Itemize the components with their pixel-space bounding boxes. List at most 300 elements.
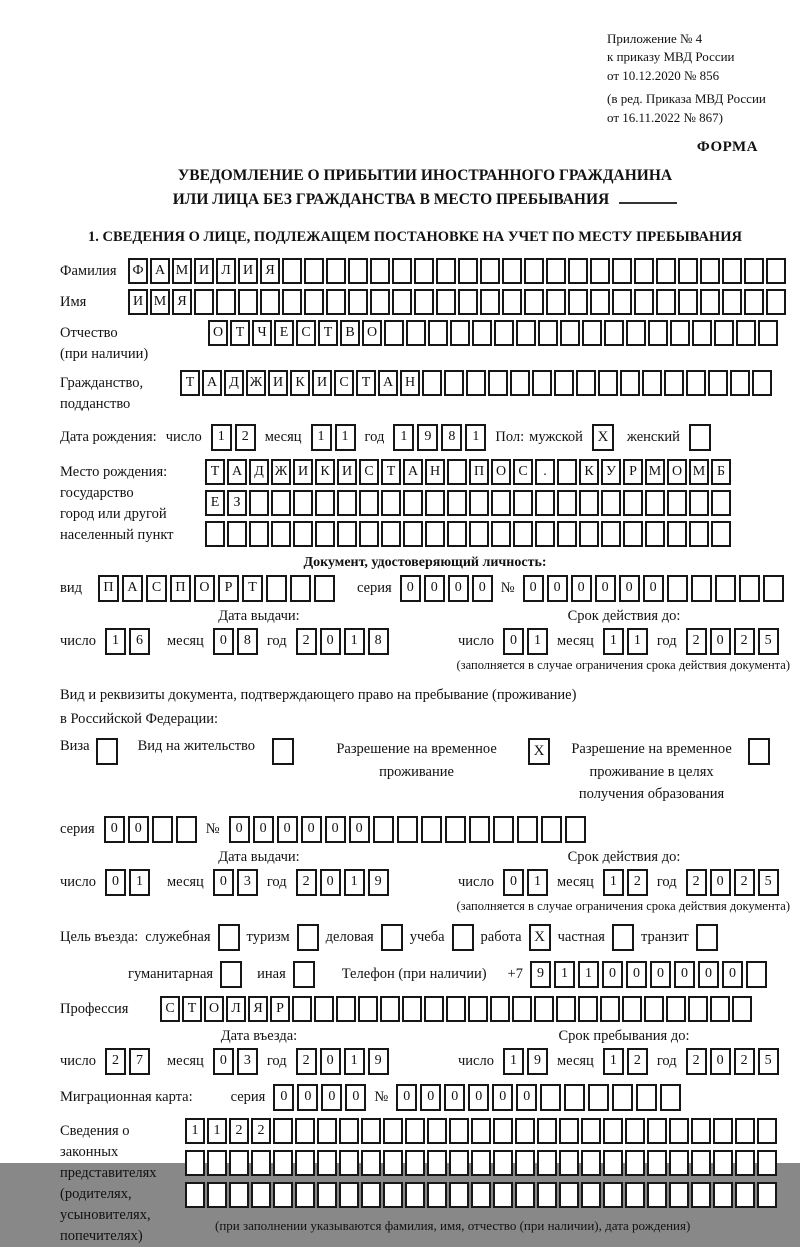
char-cell[interactable]: К bbox=[290, 370, 310, 396]
char-cell[interactable]: 7 bbox=[129, 1048, 150, 1075]
char-cell[interactable]: 8 bbox=[237, 628, 258, 655]
char-cell[interactable]: 0 bbox=[643, 575, 664, 602]
char-cell[interactable] bbox=[249, 490, 269, 516]
char-cell[interactable] bbox=[711, 521, 731, 547]
purpose-humanitarian-checkbox[interactable] bbox=[220, 961, 242, 988]
char-cell[interactable] bbox=[466, 370, 486, 396]
char-cell[interactable] bbox=[447, 521, 467, 547]
char-cell[interactable]: 2 bbox=[296, 1048, 317, 1075]
char-cell[interactable]: П bbox=[98, 575, 119, 602]
char-cell[interactable] bbox=[601, 490, 621, 516]
char-cell[interactable] bbox=[620, 370, 640, 396]
char-cell[interactable]: Я bbox=[260, 258, 280, 284]
char-cell[interactable]: 1 bbox=[554, 961, 575, 988]
char-cell[interactable] bbox=[339, 1150, 359, 1176]
char-cell[interactable]: И bbox=[194, 258, 214, 284]
char-cell[interactable] bbox=[559, 1182, 579, 1208]
char-cell[interactable] bbox=[251, 1182, 271, 1208]
char-cell[interactable] bbox=[524, 258, 544, 284]
char-cell[interactable] bbox=[427, 1182, 447, 1208]
char-cell[interactable] bbox=[581, 1118, 601, 1144]
char-cell[interactable] bbox=[185, 1150, 205, 1176]
char-cell[interactable] bbox=[339, 1118, 359, 1144]
char-cell[interactable]: 1 bbox=[527, 628, 548, 655]
char-cell[interactable] bbox=[642, 370, 662, 396]
char-cell[interactable] bbox=[744, 289, 764, 315]
char-cell[interactable] bbox=[645, 490, 665, 516]
char-cell[interactable] bbox=[708, 370, 728, 396]
char-cell[interactable] bbox=[664, 370, 684, 396]
char-cell[interactable] bbox=[516, 320, 536, 346]
char-cell[interactable]: И bbox=[238, 258, 258, 284]
char-cell[interactable] bbox=[436, 289, 456, 315]
char-cell[interactable] bbox=[540, 1084, 561, 1111]
char-cell[interactable] bbox=[373, 816, 394, 843]
char-cell[interactable] bbox=[600, 996, 620, 1022]
char-cell[interactable]: 0 bbox=[698, 961, 719, 988]
char-cell[interactable] bbox=[317, 1182, 337, 1208]
char-cell[interactable]: Я bbox=[172, 289, 192, 315]
char-cell[interactable]: М bbox=[645, 459, 665, 485]
char-cell[interactable]: Т bbox=[230, 320, 250, 346]
char-cell[interactable]: 1 bbox=[503, 1048, 524, 1075]
char-cell[interactable] bbox=[414, 258, 434, 284]
char-cell[interactable]: А bbox=[378, 370, 398, 396]
char-cell[interactable] bbox=[598, 370, 618, 396]
char-cell[interactable]: 1 bbox=[603, 628, 624, 655]
char-cell[interactable] bbox=[546, 289, 566, 315]
char-cell[interactable]: О bbox=[204, 996, 224, 1022]
char-cell[interactable] bbox=[266, 575, 287, 602]
char-cell[interactable] bbox=[656, 289, 676, 315]
char-cell[interactable] bbox=[766, 289, 786, 315]
purpose-other-checkbox[interactable] bbox=[293, 961, 315, 988]
char-cell[interactable] bbox=[546, 258, 566, 284]
char-cell[interactable] bbox=[535, 521, 555, 547]
char-cell[interactable]: Л bbox=[226, 996, 246, 1022]
char-cell[interactable] bbox=[713, 1150, 733, 1176]
char-cell[interactable] bbox=[337, 521, 357, 547]
char-cell[interactable]: Р bbox=[218, 575, 239, 602]
char-cell[interactable] bbox=[590, 289, 610, 315]
char-cell[interactable] bbox=[636, 1084, 657, 1111]
char-cell[interactable] bbox=[714, 320, 734, 346]
char-cell[interactable] bbox=[603, 1118, 623, 1144]
char-cell[interactable] bbox=[273, 1150, 293, 1176]
char-cell[interactable] bbox=[660, 1084, 681, 1111]
char-cell[interactable] bbox=[480, 289, 500, 315]
char-cell[interactable] bbox=[490, 996, 510, 1022]
char-cell[interactable] bbox=[691, 1118, 711, 1144]
char-cell[interactable]: 0 bbox=[301, 816, 322, 843]
char-cell[interactable] bbox=[427, 1118, 447, 1144]
char-cell[interactable] bbox=[691, 1150, 711, 1176]
char-cell[interactable]: 0 bbox=[472, 575, 493, 602]
char-cell[interactable]: 1 bbox=[344, 1048, 365, 1075]
char-cell[interactable] bbox=[625, 1118, 645, 1144]
char-cell[interactable] bbox=[713, 1118, 733, 1144]
char-cell[interactable] bbox=[622, 996, 642, 1022]
char-cell[interactable] bbox=[744, 258, 764, 284]
char-cell[interactable]: 0 bbox=[722, 961, 743, 988]
char-cell[interactable]: З bbox=[227, 490, 247, 516]
char-cell[interactable] bbox=[358, 996, 378, 1022]
char-cell[interactable] bbox=[402, 996, 422, 1022]
char-cell[interactable] bbox=[590, 258, 610, 284]
char-cell[interactable]: 9 bbox=[417, 424, 438, 451]
char-cell[interactable] bbox=[403, 490, 423, 516]
char-cell[interactable] bbox=[700, 289, 720, 315]
char-cell[interactable] bbox=[541, 816, 562, 843]
char-cell[interactable] bbox=[271, 521, 291, 547]
char-cell[interactable]: 0 bbox=[325, 816, 346, 843]
purpose-official-checkbox[interactable] bbox=[218, 924, 240, 951]
char-cell[interactable] bbox=[422, 370, 442, 396]
char-cell[interactable] bbox=[691, 1182, 711, 1208]
char-cell[interactable] bbox=[515, 1118, 535, 1144]
char-cell[interactable]: 2 bbox=[686, 869, 707, 896]
char-cell[interactable] bbox=[644, 996, 664, 1022]
char-cell[interactable] bbox=[715, 575, 736, 602]
char-cell[interactable] bbox=[763, 575, 784, 602]
char-cell[interactable]: 0 bbox=[229, 816, 250, 843]
char-cell[interactable]: М bbox=[150, 289, 170, 315]
char-cell[interactable]: 0 bbox=[444, 1084, 465, 1111]
char-cell[interactable] bbox=[469, 490, 489, 516]
char-cell[interactable] bbox=[493, 1150, 513, 1176]
char-cell[interactable]: 8 bbox=[441, 424, 462, 451]
char-cell[interactable]: 3 bbox=[237, 1048, 258, 1075]
char-cell[interactable] bbox=[623, 521, 643, 547]
char-cell[interactable] bbox=[557, 521, 577, 547]
char-cell[interactable] bbox=[537, 1182, 557, 1208]
char-cell[interactable] bbox=[314, 575, 335, 602]
char-cell[interactable] bbox=[444, 370, 464, 396]
char-cell[interactable] bbox=[282, 289, 302, 315]
char-cell[interactable]: 0 bbox=[468, 1084, 489, 1111]
char-cell[interactable]: Т bbox=[182, 996, 202, 1022]
char-cell[interactable] bbox=[406, 320, 426, 346]
char-cell[interactable]: И bbox=[128, 289, 148, 315]
char-cell[interactable]: О bbox=[194, 575, 215, 602]
char-cell[interactable] bbox=[578, 996, 598, 1022]
char-cell[interactable] bbox=[648, 320, 668, 346]
char-cell[interactable] bbox=[757, 1182, 777, 1208]
char-cell[interactable] bbox=[361, 1118, 381, 1144]
char-cell[interactable]: 5 bbox=[758, 628, 779, 655]
char-cell[interactable] bbox=[510, 370, 530, 396]
char-cell[interactable]: П bbox=[170, 575, 191, 602]
char-cell[interactable]: Ж bbox=[246, 370, 266, 396]
char-cell[interactable]: 2 bbox=[235, 424, 256, 451]
char-cell[interactable]: А bbox=[122, 575, 143, 602]
char-cell[interactable] bbox=[446, 996, 466, 1022]
char-cell[interactable] bbox=[667, 575, 688, 602]
char-cell[interactable]: 2 bbox=[734, 628, 755, 655]
char-cell[interactable]: Д bbox=[224, 370, 244, 396]
char-cell[interactable] bbox=[227, 521, 247, 547]
char-cell[interactable] bbox=[458, 258, 478, 284]
char-cell[interactable] bbox=[414, 289, 434, 315]
char-cell[interactable] bbox=[645, 521, 665, 547]
char-cell[interactable] bbox=[669, 1118, 689, 1144]
char-cell[interactable]: А bbox=[150, 258, 170, 284]
char-cell[interactable]: Р bbox=[623, 459, 643, 485]
char-cell[interactable] bbox=[450, 320, 470, 346]
char-cell[interactable] bbox=[469, 521, 489, 547]
char-cell[interactable] bbox=[656, 258, 676, 284]
char-cell[interactable] bbox=[612, 1084, 633, 1111]
char-cell[interactable] bbox=[515, 1150, 535, 1176]
char-cell[interactable] bbox=[449, 1150, 469, 1176]
char-cell[interactable] bbox=[471, 1118, 491, 1144]
char-cell[interactable] bbox=[229, 1150, 249, 1176]
char-cell[interactable]: Ч bbox=[252, 320, 272, 346]
char-cell[interactable]: 0 bbox=[424, 575, 445, 602]
char-cell[interactable]: 1 bbox=[527, 869, 548, 896]
char-cell[interactable] bbox=[229, 1182, 249, 1208]
char-cell[interactable] bbox=[185, 1182, 205, 1208]
char-cell[interactable]: Р bbox=[270, 996, 290, 1022]
char-cell[interactable] bbox=[559, 1150, 579, 1176]
char-cell[interactable] bbox=[290, 575, 311, 602]
char-cell[interactable] bbox=[535, 490, 555, 516]
char-cell[interactable] bbox=[380, 996, 400, 1022]
char-cell[interactable] bbox=[427, 1150, 447, 1176]
purpose-private-checkbox[interactable] bbox=[612, 924, 634, 951]
char-cell[interactable]: 0 bbox=[650, 961, 671, 988]
char-cell[interactable] bbox=[666, 996, 686, 1022]
char-cell[interactable]: 0 bbox=[320, 628, 341, 655]
char-cell[interactable] bbox=[468, 996, 488, 1022]
char-cell[interactable] bbox=[700, 258, 720, 284]
char-cell[interactable]: 1 bbox=[393, 424, 414, 451]
char-cell[interactable] bbox=[494, 320, 514, 346]
char-cell[interactable] bbox=[752, 370, 772, 396]
char-cell[interactable] bbox=[405, 1150, 425, 1176]
char-cell[interactable] bbox=[669, 1150, 689, 1176]
char-cell[interactable] bbox=[603, 1182, 623, 1208]
char-cell[interactable] bbox=[554, 370, 574, 396]
char-cell[interactable]: С bbox=[296, 320, 316, 346]
char-cell[interactable]: 6 bbox=[129, 628, 150, 655]
char-cell[interactable]: 0 bbox=[492, 1084, 513, 1111]
char-cell[interactable] bbox=[625, 1150, 645, 1176]
char-cell[interactable] bbox=[383, 1182, 403, 1208]
char-cell[interactable]: 1 bbox=[627, 628, 648, 655]
char-cell[interactable]: И bbox=[312, 370, 332, 396]
char-cell[interactable] bbox=[556, 996, 576, 1022]
char-cell[interactable]: 0 bbox=[320, 869, 341, 896]
char-cell[interactable]: И bbox=[337, 459, 357, 485]
char-cell[interactable]: 0 bbox=[571, 575, 592, 602]
char-cell[interactable]: 0 bbox=[595, 575, 616, 602]
char-cell[interactable] bbox=[604, 320, 624, 346]
char-cell[interactable]: К bbox=[315, 459, 335, 485]
char-cell[interactable]: Ж bbox=[271, 459, 291, 485]
char-cell[interactable] bbox=[559, 1118, 579, 1144]
residence-permit-checkbox[interactable] bbox=[272, 738, 294, 765]
female-checkbox[interactable] bbox=[689, 424, 711, 451]
char-cell[interactable]: 1 bbox=[211, 424, 232, 451]
char-cell[interactable] bbox=[557, 459, 577, 485]
char-cell[interactable]: М bbox=[689, 459, 709, 485]
char-cell[interactable] bbox=[588, 1084, 609, 1111]
char-cell[interactable] bbox=[397, 816, 418, 843]
char-cell[interactable] bbox=[515, 1182, 535, 1208]
char-cell[interactable] bbox=[686, 370, 706, 396]
char-cell[interactable]: Я bbox=[248, 996, 268, 1022]
char-cell[interactable]: . bbox=[535, 459, 555, 485]
char-cell[interactable] bbox=[626, 320, 646, 346]
char-cell[interactable] bbox=[732, 996, 752, 1022]
char-cell[interactable]: 0 bbox=[516, 1084, 537, 1111]
char-cell[interactable] bbox=[447, 459, 467, 485]
char-cell[interactable]: В bbox=[340, 320, 360, 346]
char-cell[interactable]: М bbox=[172, 258, 192, 284]
char-cell[interactable] bbox=[428, 320, 448, 346]
char-cell[interactable] bbox=[359, 490, 379, 516]
char-cell[interactable]: 0 bbox=[213, 1048, 234, 1075]
char-cell[interactable]: 1 bbox=[129, 869, 150, 896]
char-cell[interactable] bbox=[667, 490, 687, 516]
char-cell[interactable] bbox=[493, 1118, 513, 1144]
char-cell[interactable] bbox=[251, 1150, 271, 1176]
char-cell[interactable]: 2 bbox=[251, 1118, 271, 1144]
char-cell[interactable]: 0 bbox=[420, 1084, 441, 1111]
char-cell[interactable]: 0 bbox=[277, 816, 298, 843]
edu-permit-checkbox[interactable] bbox=[748, 738, 770, 765]
char-cell[interactable]: 2 bbox=[627, 869, 648, 896]
char-cell[interactable]: К bbox=[579, 459, 599, 485]
char-cell[interactable] bbox=[273, 1182, 293, 1208]
char-cell[interactable] bbox=[647, 1150, 667, 1176]
char-cell[interactable] bbox=[317, 1118, 337, 1144]
char-cell[interactable] bbox=[493, 1182, 513, 1208]
char-cell[interactable] bbox=[405, 1182, 425, 1208]
purpose-business-checkbox[interactable] bbox=[381, 924, 403, 951]
char-cell[interactable] bbox=[667, 521, 687, 547]
char-cell[interactable] bbox=[557, 490, 577, 516]
char-cell[interactable]: 2 bbox=[105, 1048, 126, 1075]
char-cell[interactable] bbox=[739, 575, 760, 602]
char-cell[interactable] bbox=[293, 521, 313, 547]
char-cell[interactable] bbox=[730, 370, 750, 396]
char-cell[interactable]: Т bbox=[180, 370, 200, 396]
char-cell[interactable] bbox=[568, 258, 588, 284]
char-cell[interactable]: 0 bbox=[547, 575, 568, 602]
char-cell[interactable] bbox=[176, 816, 197, 843]
char-cell[interactable] bbox=[383, 1118, 403, 1144]
char-cell[interactable] bbox=[469, 816, 490, 843]
char-cell[interactable] bbox=[560, 320, 580, 346]
purpose-transit-checkbox[interactable] bbox=[696, 924, 718, 951]
char-cell[interactable] bbox=[315, 490, 335, 516]
char-cell[interactable]: А bbox=[202, 370, 222, 396]
char-cell[interactable]: С bbox=[334, 370, 354, 396]
char-cell[interactable] bbox=[735, 1118, 755, 1144]
char-cell[interactable]: 0 bbox=[503, 628, 524, 655]
char-cell[interactable]: Д bbox=[249, 459, 269, 485]
char-cell[interactable] bbox=[579, 521, 599, 547]
char-cell[interactable]: О bbox=[491, 459, 511, 485]
char-cell[interactable] bbox=[405, 1118, 425, 1144]
char-cell[interactable] bbox=[326, 289, 346, 315]
char-cell[interactable] bbox=[493, 816, 514, 843]
char-cell[interactable]: П bbox=[469, 459, 489, 485]
char-cell[interactable]: 0 bbox=[626, 961, 647, 988]
purpose-tourism-checkbox[interactable] bbox=[297, 924, 319, 951]
char-cell[interactable] bbox=[472, 320, 492, 346]
char-cell[interactable]: С bbox=[513, 459, 533, 485]
char-cell[interactable]: 0 bbox=[345, 1084, 366, 1111]
char-cell[interactable]: И bbox=[268, 370, 288, 396]
char-cell[interactable]: 1 bbox=[344, 628, 365, 655]
char-cell[interactable]: 0 bbox=[213, 869, 234, 896]
char-cell[interactable] bbox=[691, 575, 712, 602]
char-cell[interactable] bbox=[513, 521, 533, 547]
char-cell[interactable] bbox=[634, 289, 654, 315]
char-cell[interactable] bbox=[537, 1118, 557, 1144]
char-cell[interactable] bbox=[713, 1182, 733, 1208]
char-cell[interactable] bbox=[336, 996, 356, 1022]
char-cell[interactable] bbox=[689, 521, 709, 547]
char-cell[interactable] bbox=[384, 320, 404, 346]
char-cell[interactable] bbox=[348, 289, 368, 315]
char-cell[interactable]: О bbox=[362, 320, 382, 346]
male-checkbox[interactable]: X bbox=[592, 424, 614, 451]
char-cell[interactable]: Б bbox=[711, 459, 731, 485]
char-cell[interactable] bbox=[491, 521, 511, 547]
char-cell[interactable]: 1 bbox=[603, 869, 624, 896]
char-cell[interactable] bbox=[678, 258, 698, 284]
char-cell[interactable] bbox=[295, 1182, 315, 1208]
char-cell[interactable] bbox=[403, 521, 423, 547]
char-cell[interactable] bbox=[689, 490, 709, 516]
char-cell[interactable] bbox=[647, 1118, 667, 1144]
char-cell[interactable] bbox=[449, 1182, 469, 1208]
char-cell[interactable]: Л bbox=[216, 258, 236, 284]
char-cell[interactable]: 1 bbox=[207, 1118, 227, 1144]
char-cell[interactable] bbox=[282, 258, 302, 284]
char-cell[interactable]: 3 bbox=[237, 869, 258, 896]
char-cell[interactable]: А bbox=[227, 459, 247, 485]
char-cell[interactable] bbox=[534, 996, 554, 1022]
char-cell[interactable] bbox=[722, 258, 742, 284]
char-cell[interactable] bbox=[612, 289, 632, 315]
char-cell[interactable] bbox=[532, 370, 552, 396]
char-cell[interactable]: 9 bbox=[527, 1048, 548, 1075]
char-cell[interactable]: 0 bbox=[400, 575, 421, 602]
char-cell[interactable] bbox=[449, 1118, 469, 1144]
char-cell[interactable] bbox=[392, 258, 412, 284]
char-cell[interactable]: 1 bbox=[185, 1118, 205, 1144]
char-cell[interactable] bbox=[564, 1084, 585, 1111]
char-cell[interactable]: 2 bbox=[686, 1048, 707, 1075]
char-cell[interactable] bbox=[746, 961, 767, 988]
char-cell[interactable]: Т bbox=[205, 459, 225, 485]
char-cell[interactable] bbox=[315, 521, 335, 547]
char-cell[interactable] bbox=[317, 1150, 337, 1176]
char-cell[interactable] bbox=[670, 320, 690, 346]
char-cell[interactable] bbox=[381, 521, 401, 547]
char-cell[interactable] bbox=[304, 289, 324, 315]
char-cell[interactable] bbox=[424, 996, 444, 1022]
char-cell[interactable]: 2 bbox=[734, 869, 755, 896]
char-cell[interactable]: 2 bbox=[627, 1048, 648, 1075]
char-cell[interactable] bbox=[447, 490, 467, 516]
temp-permit-checkbox[interactable]: X bbox=[528, 738, 550, 765]
